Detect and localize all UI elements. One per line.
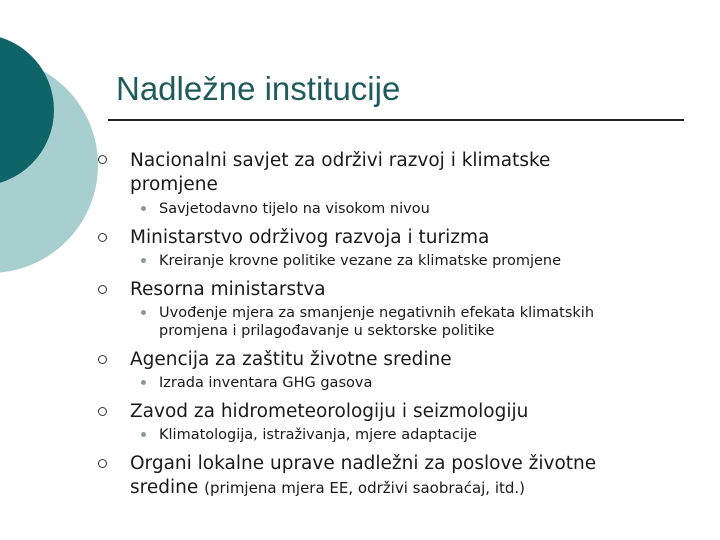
hollow-circle-bullet-icon <box>98 155 107 164</box>
bullet-text: Ministarstvo održivog razvoja i turizma <box>130 227 490 248</box>
decorative-circles <box>0 0 120 300</box>
dot-bullet-icon <box>141 206 146 211</box>
bullet-text: Agencija za zaštitu životne sredine <box>130 349 452 370</box>
hollow-circle-bullet-icon <box>98 233 107 242</box>
hollow-circle-bullet-icon <box>98 407 107 416</box>
bullet-text: Zavod za hidrometeorologiju i seizmologiju <box>130 401 529 422</box>
sub-bullet-text: Izrada inventara GHG gasova <box>159 375 373 391</box>
dot-bullet-icon <box>141 310 146 315</box>
dot-bullet-icon <box>141 380 146 385</box>
bullet-text: Nacionalni savjet za održivi razvoj i klimatske promjene <box>130 150 551 195</box>
sub-bullet-text: Kreiranje krovne politike vezane za klimatske promjene <box>159 253 562 269</box>
hollow-circle-bullet-icon <box>98 459 107 468</box>
bullet-text: Resorna ministarstva <box>130 279 326 300</box>
dot-bullet-icon <box>141 432 146 437</box>
slide-title: Nadležne institucije <box>116 70 401 107</box>
sub-bullet-text: Klimatologija, istraživanja, mjere adaptacije <box>159 427 477 443</box>
bullet-suffix-text: (primjena mjera EE, održivi saobraćaj, itd.) <box>204 479 526 497</box>
bullet-text: Organi lokalne uprave nadležni za poslove životne sredine <box>130 453 597 498</box>
title-underline <box>108 119 684 121</box>
dot-bullet-icon <box>141 258 146 263</box>
hollow-circle-bullet-icon <box>98 355 107 364</box>
hollow-circle-bullet-icon <box>98 285 107 294</box>
sub-bullet-text: Uvođenje mjera za smanjenje negativnih efekata klimatskih promjena i prilagođavanje u sektorske politike <box>159 305 595 339</box>
bullet-text-with-suffix <box>130 452 650 500</box>
sub-bullet-text: Savjetodavno tijelo na visokom nivou <box>159 201 430 217</box>
